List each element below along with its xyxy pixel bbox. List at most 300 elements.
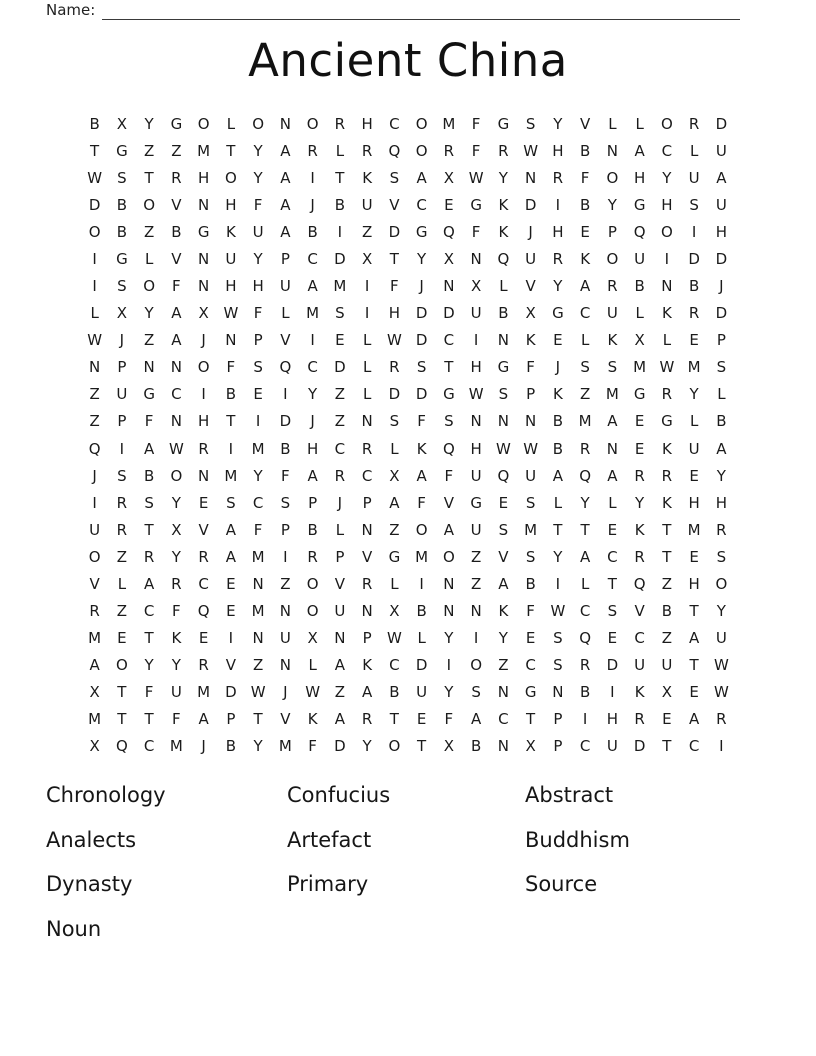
grid-cell-r10-c13: S — [416, 358, 427, 377]
grid-cell-r16-c10: L — [335, 520, 345, 539]
grid-cell-r12-c15: N — [470, 412, 482, 431]
grid-cell-r19-c17: F — [526, 602, 535, 621]
grid-cell-r12-c7: I — [255, 412, 261, 431]
grid-cell-r19-c1: R — [89, 602, 100, 621]
grid-cell-r20-c3: T — [144, 629, 154, 648]
grid-cell-r23-c5: A — [198, 710, 209, 729]
grid-cell-r15-c13: F — [417, 493, 426, 512]
grid-cell-r9-c5: J — [201, 331, 206, 350]
grid-cell-r19-c8: N — [279, 602, 291, 621]
grid-cell-r16-c5: V — [198, 520, 209, 539]
grid-cell-r17-c20: C — [607, 547, 618, 566]
grid-cell-r2-c7: Y — [253, 141, 263, 160]
grid-cell-r4-c7: F — [253, 195, 263, 214]
grid-cell-r17-c7: M — [251, 547, 265, 566]
grid-cell-r23-c14: F — [444, 710, 454, 729]
grid-cell-r9-c6: N — [225, 331, 237, 350]
grid-cell-r8-c20: U — [606, 304, 618, 323]
grid-cell-r15-c18: L — [553, 493, 563, 512]
grid-cell-r1-c24: D — [715, 114, 728, 133]
grid-cell-r18-c16: A — [498, 574, 509, 593]
word-list-item-artefact: Artefact — [287, 827, 372, 852]
grid-cell-r23-c11: R — [361, 710, 373, 729]
grid-cell-r17-c5: R — [198, 547, 209, 566]
grid-cell-r4-c10: B — [334, 195, 346, 214]
grid-cell-r3-c6: O — [224, 168, 237, 187]
grid-cell-r15-c3: S — [144, 493, 154, 512]
grid-cell-r12-c9: J — [310, 412, 315, 431]
grid-cell-r19-c2: Z — [116, 602, 128, 621]
grid-cell-r20-c10: N — [334, 629, 346, 648]
grid-cell-r14-c9: A — [307, 466, 318, 485]
grid-cell-r6-c22: I — [664, 249, 670, 268]
grid-cell-r1-c2: X — [116, 114, 128, 133]
grid-cell-r24-c15: B — [470, 737, 482, 756]
grid-cell-r4-c24: U — [715, 195, 727, 214]
grid-cell-r18-c14: N — [443, 574, 455, 593]
grid-cell-r6-c17: U — [525, 249, 537, 268]
grid-cell-r18-c22: Z — [661, 574, 673, 593]
grid-cell-r8-c5: X — [198, 304, 209, 323]
grid-cell-r8-c10: S — [335, 304, 345, 323]
grid-cell-r7-c6: H — [225, 277, 237, 296]
grid-cell-r14-c2: S — [117, 466, 127, 485]
grid-cell-r21-c16: Z — [498, 656, 509, 675]
grid-cell-r21-c14: I — [446, 656, 452, 675]
grid-cell-r4-c5: N — [198, 195, 210, 214]
grid-cell-r15-c5: E — [198, 493, 209, 512]
grid-cell-r4-c1: D — [88, 195, 101, 214]
grid-cell-r21-c12: C — [389, 656, 400, 675]
grid-cell-r20-c13: L — [417, 629, 426, 648]
grid-cell-r22-c24: W — [713, 683, 729, 702]
grid-cell-r18-c15: Z — [470, 574, 482, 593]
grid-cell-r10-c23: M — [687, 358, 701, 377]
grid-cell-r5-c24: H — [715, 222, 728, 241]
grid-cell-r3-c18: R — [552, 168, 564, 187]
grid-cell-r7-c19: A — [579, 277, 591, 296]
grid-cell-r13-c20: N — [606, 439, 618, 458]
grid-cell-r10-c12: R — [389, 358, 400, 377]
grid-cell-r4-c17: D — [524, 195, 537, 214]
grid-cell-r11-c8: I — [283, 385, 288, 404]
grid-cell-r22-c6: D — [225, 683, 237, 702]
grid-cell-r20-c4: K — [171, 629, 182, 648]
grid-cell-r22-c2: T — [117, 683, 127, 702]
grid-cell-r14-c19: Q — [579, 466, 592, 485]
grid-cell-r21-c1: A — [89, 656, 100, 675]
grid-cell-r15-c4: Y — [171, 493, 181, 512]
grid-cell-r8-c1: L — [90, 304, 99, 323]
grid-cell-r14-c3: B — [143, 466, 155, 485]
grid-cell-r12-c11: N — [361, 412, 373, 431]
word-list-item-source: Source — [525, 872, 598, 896]
grid-cell-r24-c17: X — [525, 737, 536, 756]
grid-cell-r17-c15: Z — [470, 547, 482, 566]
grid-cell-r13-c19: R — [579, 439, 591, 458]
grid-cell-r3-c24: A — [716, 168, 727, 187]
grid-cell-r10-c6: F — [226, 358, 236, 377]
grid-cell-r16-c14: A — [443, 520, 454, 539]
grid-cell-r24-c24: I — [719, 737, 724, 756]
grid-cell-r19-c3: C — [143, 602, 155, 621]
grid-cell-r10-c7: S — [253, 358, 263, 377]
grid-cell-r24-c18: P — [553, 737, 563, 756]
grid-cell-r18-c13: I — [419, 574, 424, 593]
grid-cell-r12-c2: P — [117, 412, 127, 431]
grid-cell-r14-c16: Q — [497, 466, 510, 485]
grid-cell-r8-c12: H — [388, 304, 401, 323]
grid-cell-r4-c23: S — [689, 195, 699, 214]
word-list-item-abstract: Abstract — [525, 783, 614, 807]
grid-cell-r17-c9: R — [307, 547, 318, 566]
grid-cell-r16-c13: O — [415, 520, 428, 539]
grid-cell-r24-c14: X — [443, 737, 455, 756]
grid-cell-r24-c10: D — [334, 737, 346, 756]
grid-cell-r18-c2: L — [117, 574, 127, 593]
grid-cell-r13-c16: W — [495, 439, 511, 458]
grid-cell-r23-c13: E — [416, 710, 427, 729]
grid-cell-r19-c11: N — [361, 602, 373, 621]
grid-cell-r23-c15: A — [470, 710, 482, 729]
grid-cell-r24-c20: U — [606, 737, 618, 756]
grid-cell-r3-c12: S — [389, 168, 400, 187]
grid-cell-r19-c9: O — [306, 602, 319, 621]
grid-cell-r6-c12: T — [389, 249, 399, 268]
grid-cell-r12-c5: H — [197, 412, 210, 431]
grid-cell-r2-c11: R — [361, 141, 373, 160]
grid-cell-r16-c9: B — [307, 520, 318, 539]
grid-cell-r22-c15: S — [471, 683, 481, 702]
grid-cell-r5-c12: D — [388, 222, 401, 241]
grid-cell-r20-c2: E — [117, 629, 127, 648]
grid-cell-r6-c19: K — [580, 249, 591, 268]
grid-cell-r20-c16: Y — [498, 629, 508, 648]
grid-cell-r23-c7: T — [253, 710, 263, 729]
grid-cell-r10-c19: S — [580, 358, 590, 377]
grid-cell-r19-c4: F — [172, 602, 181, 621]
grid-cell-r12-c14: S — [444, 412, 454, 431]
grid-cell-r5-c14: Q — [442, 222, 455, 241]
grid-cell-r19-c10: U — [334, 602, 346, 621]
grid-cell-r1-c14: M — [442, 114, 456, 133]
grid-cell-r5-c18: H — [552, 222, 564, 241]
grid-cell-r1-c8: N — [279, 114, 291, 133]
grid-cell-r18-c12: L — [390, 574, 399, 593]
grid-cell-r2-c20: N — [606, 141, 618, 160]
grid-cell-r9-c11: L — [362, 331, 372, 350]
grid-cell-r22-c23: E — [689, 683, 699, 702]
grid-cell-r14-c21: R — [634, 466, 645, 485]
grid-cell-r3-c1: W — [87, 168, 103, 187]
grid-cell-r24-c23: C — [688, 737, 700, 756]
grid-cell-r19-c15: N — [470, 602, 482, 621]
grid-cell-r12-c1: Z — [89, 412, 100, 431]
grid-cell-r17-c11: V — [361, 547, 373, 566]
grid-cell-r21-c20: D — [606, 656, 619, 675]
grid-cell-r21-c9: L — [308, 656, 317, 675]
grid-cell-r5-c23: I — [691, 222, 697, 241]
grid-cell-r20-c1: M — [88, 629, 102, 648]
grid-cell-r9-c18: E — [553, 331, 563, 350]
grid-cell-r17-c16: V — [498, 547, 509, 566]
grid-cell-r5-c17: J — [528, 222, 533, 241]
grid-cell-r9-c3: Z — [143, 331, 155, 350]
grid-cell-r19-c5: Q — [197, 602, 210, 621]
grid-cell-r24-c7: Y — [253, 737, 263, 756]
grid-cell-r19-c22: B — [661, 602, 673, 621]
grid-cell-r14-c24: Y — [716, 466, 726, 485]
grid-cell-r22-c8: J — [283, 683, 288, 702]
grid-cell-r24-c21: D — [633, 737, 646, 756]
grid-cell-r14-c8: F — [281, 466, 290, 485]
grid-cell-r6-c7: Y — [253, 249, 263, 268]
grid-cell-r3-c20: O — [606, 168, 619, 187]
grid-cell-r21-c10: A — [334, 656, 345, 675]
grid-cell-r17-c22: T — [662, 547, 672, 566]
grid-cell-r10-c22: W — [659, 358, 675, 377]
grid-cell-r22-c7: W — [250, 683, 266, 702]
grid-cell-r18-c7: N — [252, 574, 264, 593]
grid-cell-r13-c5: R — [198, 439, 209, 458]
grid-cell-r10-c21: M — [633, 358, 647, 377]
grid-cell-r13-c21: E — [634, 439, 645, 458]
grid-cell-r5-c16: K — [498, 222, 509, 241]
grid-cell-r2-c19: B — [579, 141, 591, 160]
grid-cell-r7-c23: B — [688, 277, 700, 296]
grid-cell-r11-c19: Z — [579, 385, 591, 404]
grid-cell-r8-c4: A — [171, 304, 182, 323]
grid-cell-r5-c19: E — [580, 222, 590, 241]
grid-cell-r15-c7: C — [252, 493, 264, 512]
grid-cell-r7-c20: R — [607, 277, 618, 296]
grid-cell-r15-c14: V — [443, 493, 454, 512]
grid-cell-r2-c22: C — [661, 141, 673, 160]
grid-cell-r3-c10: T — [335, 168, 345, 187]
grid-cell-r9-c22: L — [662, 331, 672, 350]
grid-cell-r24-c1: X — [89, 737, 100, 756]
grid-cell-r18-c20: T — [607, 574, 617, 593]
grid-cell-r17-c17: S — [525, 547, 536, 566]
grid-cell-r7-c5: N — [198, 277, 210, 296]
grid-cell-r22-c20: I — [610, 683, 615, 702]
grid-cell-r3-c14: X — [443, 168, 455, 187]
grid-cell-r24-c13: T — [417, 737, 427, 756]
grid-cell-r13-c18: B — [552, 439, 564, 458]
grid-cell-r6-c21: U — [634, 249, 646, 268]
grid-cell-r1-c16: G — [497, 114, 510, 133]
grid-cell-r20-c11: P — [362, 629, 372, 648]
grid-cell-r5-c11: Z — [361, 222, 373, 241]
grid-cell-r7-c14: N — [443, 277, 455, 296]
grid-cell-r11-c4: C — [171, 385, 182, 404]
grid-cell-r19-c21: V — [634, 602, 645, 621]
grid-cell-r8-c13: D — [415, 304, 428, 323]
name-input-line[interactable] — [102, 0, 740, 20]
grid-cell-r11-c24: L — [717, 385, 726, 404]
grid-cell-r12-c8: D — [279, 412, 292, 431]
grid-cell-r16-c8: P — [280, 520, 290, 539]
grid-cell-r21-c17: C — [525, 656, 536, 675]
page-title: Ancient China — [248, 34, 568, 87]
grid-cell-r3-c8: A — [280, 168, 291, 187]
grid-cell-r15-c8: S — [280, 493, 291, 512]
grid-cell-r8-c21: L — [635, 304, 644, 323]
grid-cell-r9-c15: I — [473, 331, 479, 350]
grid-cell-r20-c17: E — [525, 629, 536, 648]
grid-cell-r7-c13: J — [419, 277, 424, 296]
grid-cell-r17-c24: S — [716, 547, 727, 566]
grid-cell-r10-c24: S — [716, 358, 727, 377]
grid-cell-r22-c12: B — [389, 683, 400, 702]
word-list-column-2 — [287, 783, 390, 897]
grid-cell-r1-c6: L — [226, 114, 236, 133]
grid-cell-r3-c17: N — [525, 168, 537, 187]
grid-cell-r3-c21: H — [633, 168, 646, 187]
grid-cell-r23-c10: A — [334, 710, 345, 729]
grid-cell-r16-c3: T — [144, 520, 154, 539]
grid-cell-r23-c17: T — [526, 710, 536, 729]
grid-cell-r22-c14: Y — [444, 683, 454, 702]
grid-cell-r11-c14: G — [443, 385, 455, 404]
grid-cell-r9-c21: X — [634, 331, 645, 350]
grid-cell-r4-c6: H — [225, 195, 237, 214]
grid-cell-r2-c1: T — [90, 141, 100, 160]
grid-cell-r13-c23: U — [688, 439, 700, 458]
grid-cell-r16-c6: A — [225, 520, 236, 539]
grid-cell-r23-c22: E — [662, 710, 672, 729]
grid-cell-r10-c10: D — [334, 358, 346, 377]
grid-cell-r12-c24: B — [716, 412, 727, 431]
grid-cell-r7-c15: X — [470, 277, 482, 296]
grid-cell-r19-c19: C — [579, 602, 591, 621]
grid-cell-r16-c24: R — [716, 520, 727, 539]
grid-cell-r15-c17: S — [525, 493, 536, 512]
grid-cell-r11-c5: I — [201, 385, 206, 404]
grid-cell-r22-c1: X — [89, 683, 100, 702]
grid-cell-r6-c1: I — [92, 249, 97, 268]
grid-cell-r9-c17: K — [525, 331, 536, 350]
grid-cell-r12-c23: L — [689, 412, 699, 431]
grid-cell-r13-c9: H — [306, 439, 319, 458]
grid-cell-r18-c5: C — [198, 574, 209, 593]
grid-cell-r18-c17: B — [525, 574, 536, 593]
grid-cell-r5-c9: B — [307, 222, 318, 241]
grid-cell-r17-c12: G — [388, 547, 401, 566]
grid-cell-r18-c21: Q — [633, 574, 646, 593]
grid-cell-r1-c3: Y — [144, 114, 154, 133]
grid-cell-r18-c1: V — [89, 574, 100, 593]
grid-cell-r17-c18: Y — [553, 547, 563, 566]
grid-cell-r13-c10: C — [334, 439, 346, 458]
grid-cell-r14-c5: N — [198, 466, 210, 485]
grid-cell-r15-c1: I — [92, 493, 97, 512]
grid-cell-r10-c1: N — [89, 358, 101, 377]
grid-cell-r18-c9: O — [306, 574, 319, 593]
grid-cell-r7-c10: M — [333, 277, 347, 296]
grid-cell-r3-c22: Y — [662, 168, 672, 187]
grid-cell-r6-c2: G — [116, 249, 128, 268]
grid-cell-r18-c4: R — [171, 574, 182, 593]
grid-cell-r8-c3: Y — [144, 304, 154, 323]
grid-cell-r4-c12: V — [389, 195, 400, 214]
grid-cell-r15-c21: Y — [635, 493, 645, 512]
grid-cell-r22-c11: A — [361, 683, 373, 702]
grid-cell-r12-c13: F — [417, 412, 426, 431]
grid-cell-r11-c21: G — [633, 385, 646, 404]
grid-cell-r20-c8: U — [279, 629, 291, 648]
grid-cell-r10-c11: L — [362, 358, 372, 377]
grid-cell-r1-c22: O — [660, 114, 673, 133]
grid-cell-r23-c18: P — [553, 710, 563, 729]
grid-cell-r23-c6: P — [226, 710, 236, 729]
grid-cell-r23-c9: K — [307, 710, 318, 729]
grid-cell-r13-c13: K — [416, 439, 427, 458]
grid-cell-r22-c13: U — [416, 683, 428, 702]
grid-cell-r19-c20: S — [607, 602, 618, 621]
grid-cell-r21-c4: Y — [171, 656, 181, 675]
grid-cell-r24-c3: C — [143, 737, 155, 756]
grid-cell-r1-c18: Y — [553, 114, 563, 133]
grid-cell-r21-c13: D — [415, 656, 428, 675]
grid-cell-r16-c23: M — [687, 520, 701, 539]
grid-cell-r5-c15: F — [471, 222, 481, 241]
grid-cell-r2-c17: W — [523, 141, 539, 160]
grid-cell-r9-c8: V — [280, 331, 291, 350]
grid-cell-r6-c4: V — [171, 249, 182, 268]
grid-cell-r4-c2: B — [116, 195, 128, 214]
grid-cell-r20-c9: X — [307, 629, 318, 648]
grid-cell-r22-c3: F — [144, 683, 154, 702]
grid-cell-r23-c8: V — [280, 710, 291, 729]
grid-cell-r12-c6: T — [226, 412, 236, 431]
word-list-column-3 — [525, 783, 630, 897]
grid-cell-r14-c20: A — [607, 466, 618, 485]
grid-cell-r18-c19: L — [580, 574, 590, 593]
grid-cell-r19-c24: Y — [716, 602, 726, 621]
grid-cell-r2-c16: R — [498, 141, 509, 160]
grid-cell-r24-c12: O — [388, 737, 401, 756]
grid-cell-r13-c24: A — [716, 439, 727, 458]
grid-cell-r20-c20: E — [607, 629, 618, 648]
grid-cell-r7-c24: J — [719, 277, 724, 296]
grid-cell-r14-c10: R — [334, 466, 346, 485]
grid-cell-r5-c4: B — [171, 222, 182, 241]
grid-cell-r16-c4: X — [171, 520, 182, 539]
grid-cell-r17-c23: E — [689, 547, 699, 566]
grid-cell-r2-c5: M — [197, 141, 211, 160]
grid-cell-r24-c4: M — [169, 737, 183, 756]
grid-cell-r20-c19: Q — [579, 629, 592, 648]
grid-cell-r1-c7: O — [252, 114, 265, 133]
grid-cell-r24-c8: M — [278, 737, 292, 756]
grid-cell-r12-c12: S — [389, 412, 400, 431]
grid-cell-r20-c5: E — [198, 629, 209, 648]
grid-cell-r19-c14: N — [443, 602, 455, 621]
grid-cell-r3-c3: T — [144, 168, 154, 187]
grid-cell-r6-c6: U — [225, 249, 237, 268]
grid-cell-r17-c19: A — [579, 547, 591, 566]
grid-cell-r22-c18: N — [552, 683, 564, 702]
grid-cell-r17-c2: Z — [116, 547, 128, 566]
grid-cell-r6-c16: Q — [497, 249, 510, 268]
grid-cell-r16-c11: N — [361, 520, 373, 539]
grid-cell-r18-c8: Z — [280, 574, 291, 593]
grid-cell-r2-c6: T — [226, 141, 236, 160]
grid-cell-r14-c6: M — [224, 466, 238, 485]
grid-cell-r7-c21: B — [634, 277, 645, 296]
grid-cell-r7-c4: F — [172, 277, 181, 296]
